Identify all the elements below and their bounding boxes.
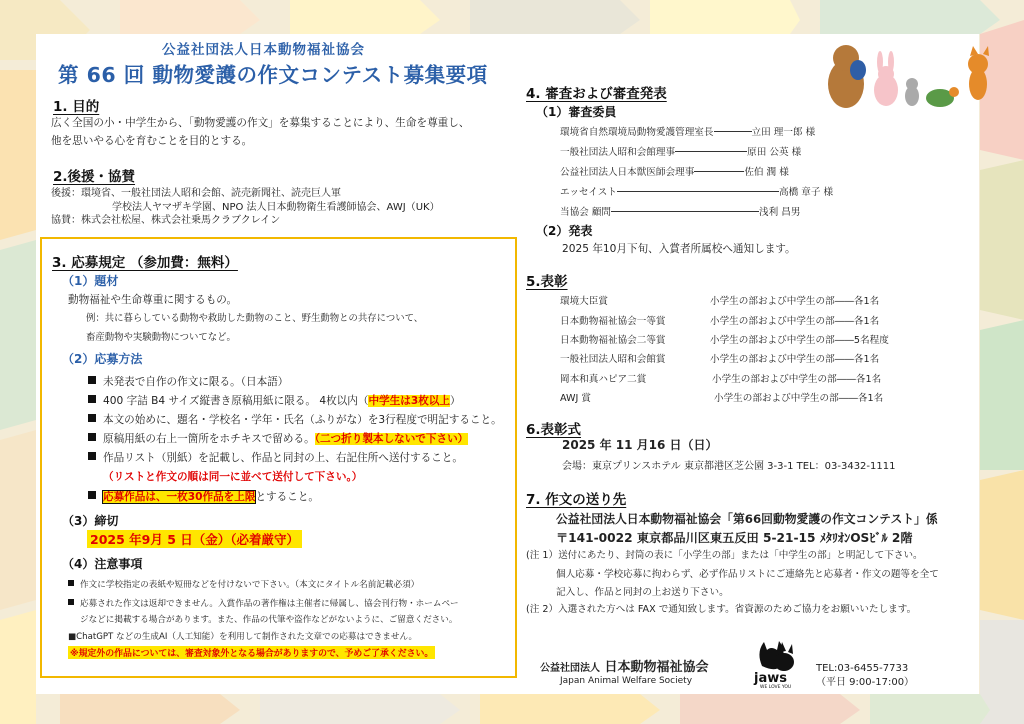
purpose-line-2: 他を思いやる心を育むことを目的とする。 <box>51 135 253 147</box>
support-line-3: 協賛：株式会社松屋、株式会社乗馬クラブクレイン <box>51 215 281 226</box>
section-support-heading: 2.後援・協賛 <box>53 169 136 185</box>
note-item-3: ■ChatGPT などの生成AI（人工知能）を利用して制作された文章での応募はできません。 <box>68 632 418 642</box>
support-line-1: 後援：環境省、一般社団法人昭和会館、読売新聞社、読売巨人軍 <box>51 188 341 199</box>
judges-subheading: （1）審査委員 <box>536 105 617 119</box>
note-item-2-cont: ジなどに掲載する場合があります。また、作品の代筆や盗作などがないように、ご留意ください。 <box>80 615 458 625</box>
footer-contact: TEL:03-6455-7733 （平日 9:00-17:00） <box>816 663 915 688</box>
section-ceremony-heading: 6.表彰式 <box>526 422 582 438</box>
method-item-1: 未発表で自作の作文に限る。（日本語） <box>88 374 288 389</box>
ceremony-date: 2025 年 11 月16 日（日） <box>562 438 718 452</box>
jaws-logo-icon <box>748 636 806 688</box>
footer-organization: 公益社団法人 日本動物福祉協会 <box>540 660 709 675</box>
subject-example-2: 畜産動物や実験動物についてなど。 <box>86 332 236 343</box>
header-organization: 公益社団法人日本動物福祉協会 <box>162 42 365 58</box>
section-mailing-heading: 7. 作文の送り先 <box>526 492 627 508</box>
method-item-5-note: （リストと作文の順は同一に並べて送付して下さい。） <box>103 471 363 483</box>
mailing-recipient: 公益社団法人日本動物福祉協会「第66回動物愛護の作文コンテスト」係 <box>556 512 938 526</box>
award-row-2: 日本動物福祉協会一等賞 小学生の部および中学生の部――各1名 <box>560 316 880 327</box>
mailing-address: 〒141-0022 東京都品川区東五反田 5-21-15 ﾒﾀﾘｵﾝOSﾋﾞﾙ 2階 <box>556 531 913 545</box>
award-row-3: 日本動物福祉協会二等賞 小学生の部および中学生の部――5名程度 <box>560 335 889 346</box>
support-line-2: 学校法人ヤマザキ学園、NPO 法人日本動物衛生看護師協会、AWJ（UK） <box>112 202 440 213</box>
method-item-2: 400 字詰 B4 サイズ縦書き原稿用紙に限る。 4枚以内（中学生は3枚以上） <box>88 393 461 408</box>
ceremony-venue: 会場：東京プリンスホテル 東京都港区芝公園 3-3-1 TEL：03-3432-1111 <box>562 461 896 472</box>
subject-subheading: （1）題材 <box>62 274 119 288</box>
award-row-4: 一般社団法人昭和会館賞 小学生の部および中学生の部――各1名 <box>560 354 880 365</box>
jaws-logo-subtext: WE LOVE YOU <box>760 685 792 688</box>
page-title: 第 66 回 動物愛護の作文コンテスト募集要項 <box>58 63 488 87</box>
purpose-line-1: 広く全国の小・中学生から、「動物愛護の作文」を募集することにより、生命を尊重し、 <box>51 117 470 129</box>
judge-row-4: エッセイスト 高橋 章子 様 <box>560 187 834 198</box>
award-row-5: 岡本和真ハピア二賞 小学生の部および中学生の部――各1名 <box>560 374 882 385</box>
judge-row-1: 環境省自然環境局動物愛護管理室長 立田 理一郎 様 <box>560 127 816 138</box>
notes-subheading: （4）注意事項 <box>62 557 143 571</box>
method-item-6: 応募作品は、一枚30作品を上限とすること。 <box>88 489 319 504</box>
mailing-note-1-cont-a: 個人応募・学校応募に拘わらず、必ず作品リストにご連絡先と応募者・作文の題等を全て <box>556 569 939 580</box>
subject-example-1: 例：共に暮らしている動物や救助した動物のこと、野生動物との共存について、 <box>86 313 424 324</box>
footer-english-name: Japan Animal Welfare Society <box>560 676 693 686</box>
award-row-6: AWJ 賞 小学生の部および中学生の部――各1名 <box>560 393 884 404</box>
deadline-subheading: （3）締切 <box>62 514 119 528</box>
method-item-5: 作品リスト（別紙）を記載し、作品と同封の上、右記住所へ送付すること。 <box>88 450 463 465</box>
judge-row-5: 当協会 顧問 浅利 昌男 <box>560 207 801 218</box>
mailing-note-2: (注 2）入選された方へは FAX で通知致します。省資源のためご協力をお願いいたします。 <box>526 604 917 615</box>
section-rules-heading: 3. 応募規定 （参加費：無料） <box>52 255 238 271</box>
subject-text: 動物福祉や生命尊重に関するもの。 <box>68 294 238 306</box>
award-row-1: 環境大臣賞 小学生の部および中学生の部――各1名 <box>560 296 880 307</box>
animals-illustration-icon <box>820 40 1000 112</box>
method-item-3: 本文の始めに、題名・学校名・学年・氏名（ふりがな）を3行程度で明記すること。 <box>88 412 502 427</box>
disqualification-note: ※規定外の作品については、審査対象外となる場合がありますので、予めご了承ください。 <box>68 646 435 659</box>
jaws-logo-text: jaws <box>754 671 787 686</box>
judge-row-3: 公益社団法人日本獣医師会理事 佐伯 潤 様 <box>560 167 789 178</box>
section-awards-heading: 5.表彰 <box>526 274 568 290</box>
method-subheading: （2）応募方法 <box>62 352 143 366</box>
deadline-date: 2025 年9月 5 日（金）（必着厳守） <box>87 530 302 548</box>
method-item-4: 原稿用紙の右上一箇所をホチキスで留める。（二つ折り製本しないで下さい） <box>88 431 468 446</box>
note-item-2: 応募された作文は返却できません。入賞作品の著作権は主催者に帰属し、協会刊行物・ホームペー <box>68 597 459 609</box>
announcement-text: 2025 年10月下旬、入賞者所属校へ通知します。 <box>562 243 796 255</box>
section-purpose-heading: 1. 目的 <box>53 99 100 115</box>
announcement-subheading: （2）発表 <box>536 224 593 238</box>
note-item-1: 作文に学校指定の表紙や短冊などを付けないで下さい。（本文にタイトル名前記載必須） <box>68 578 419 590</box>
section-judging-heading: 4. 審査および審査発表 <box>526 86 667 102</box>
judge-row-2: 一般社団法人昭和会館理事 原田 公英 様 <box>560 147 802 158</box>
mailing-note-1-cont-b: 記入し、作品と同封の上お送り下さい。 <box>556 587 729 598</box>
mailing-note-1: (注 1）送付にあたり、封筒の表に「小学生の部」または「中学生の部」と明記して下さい。 <box>526 550 923 561</box>
